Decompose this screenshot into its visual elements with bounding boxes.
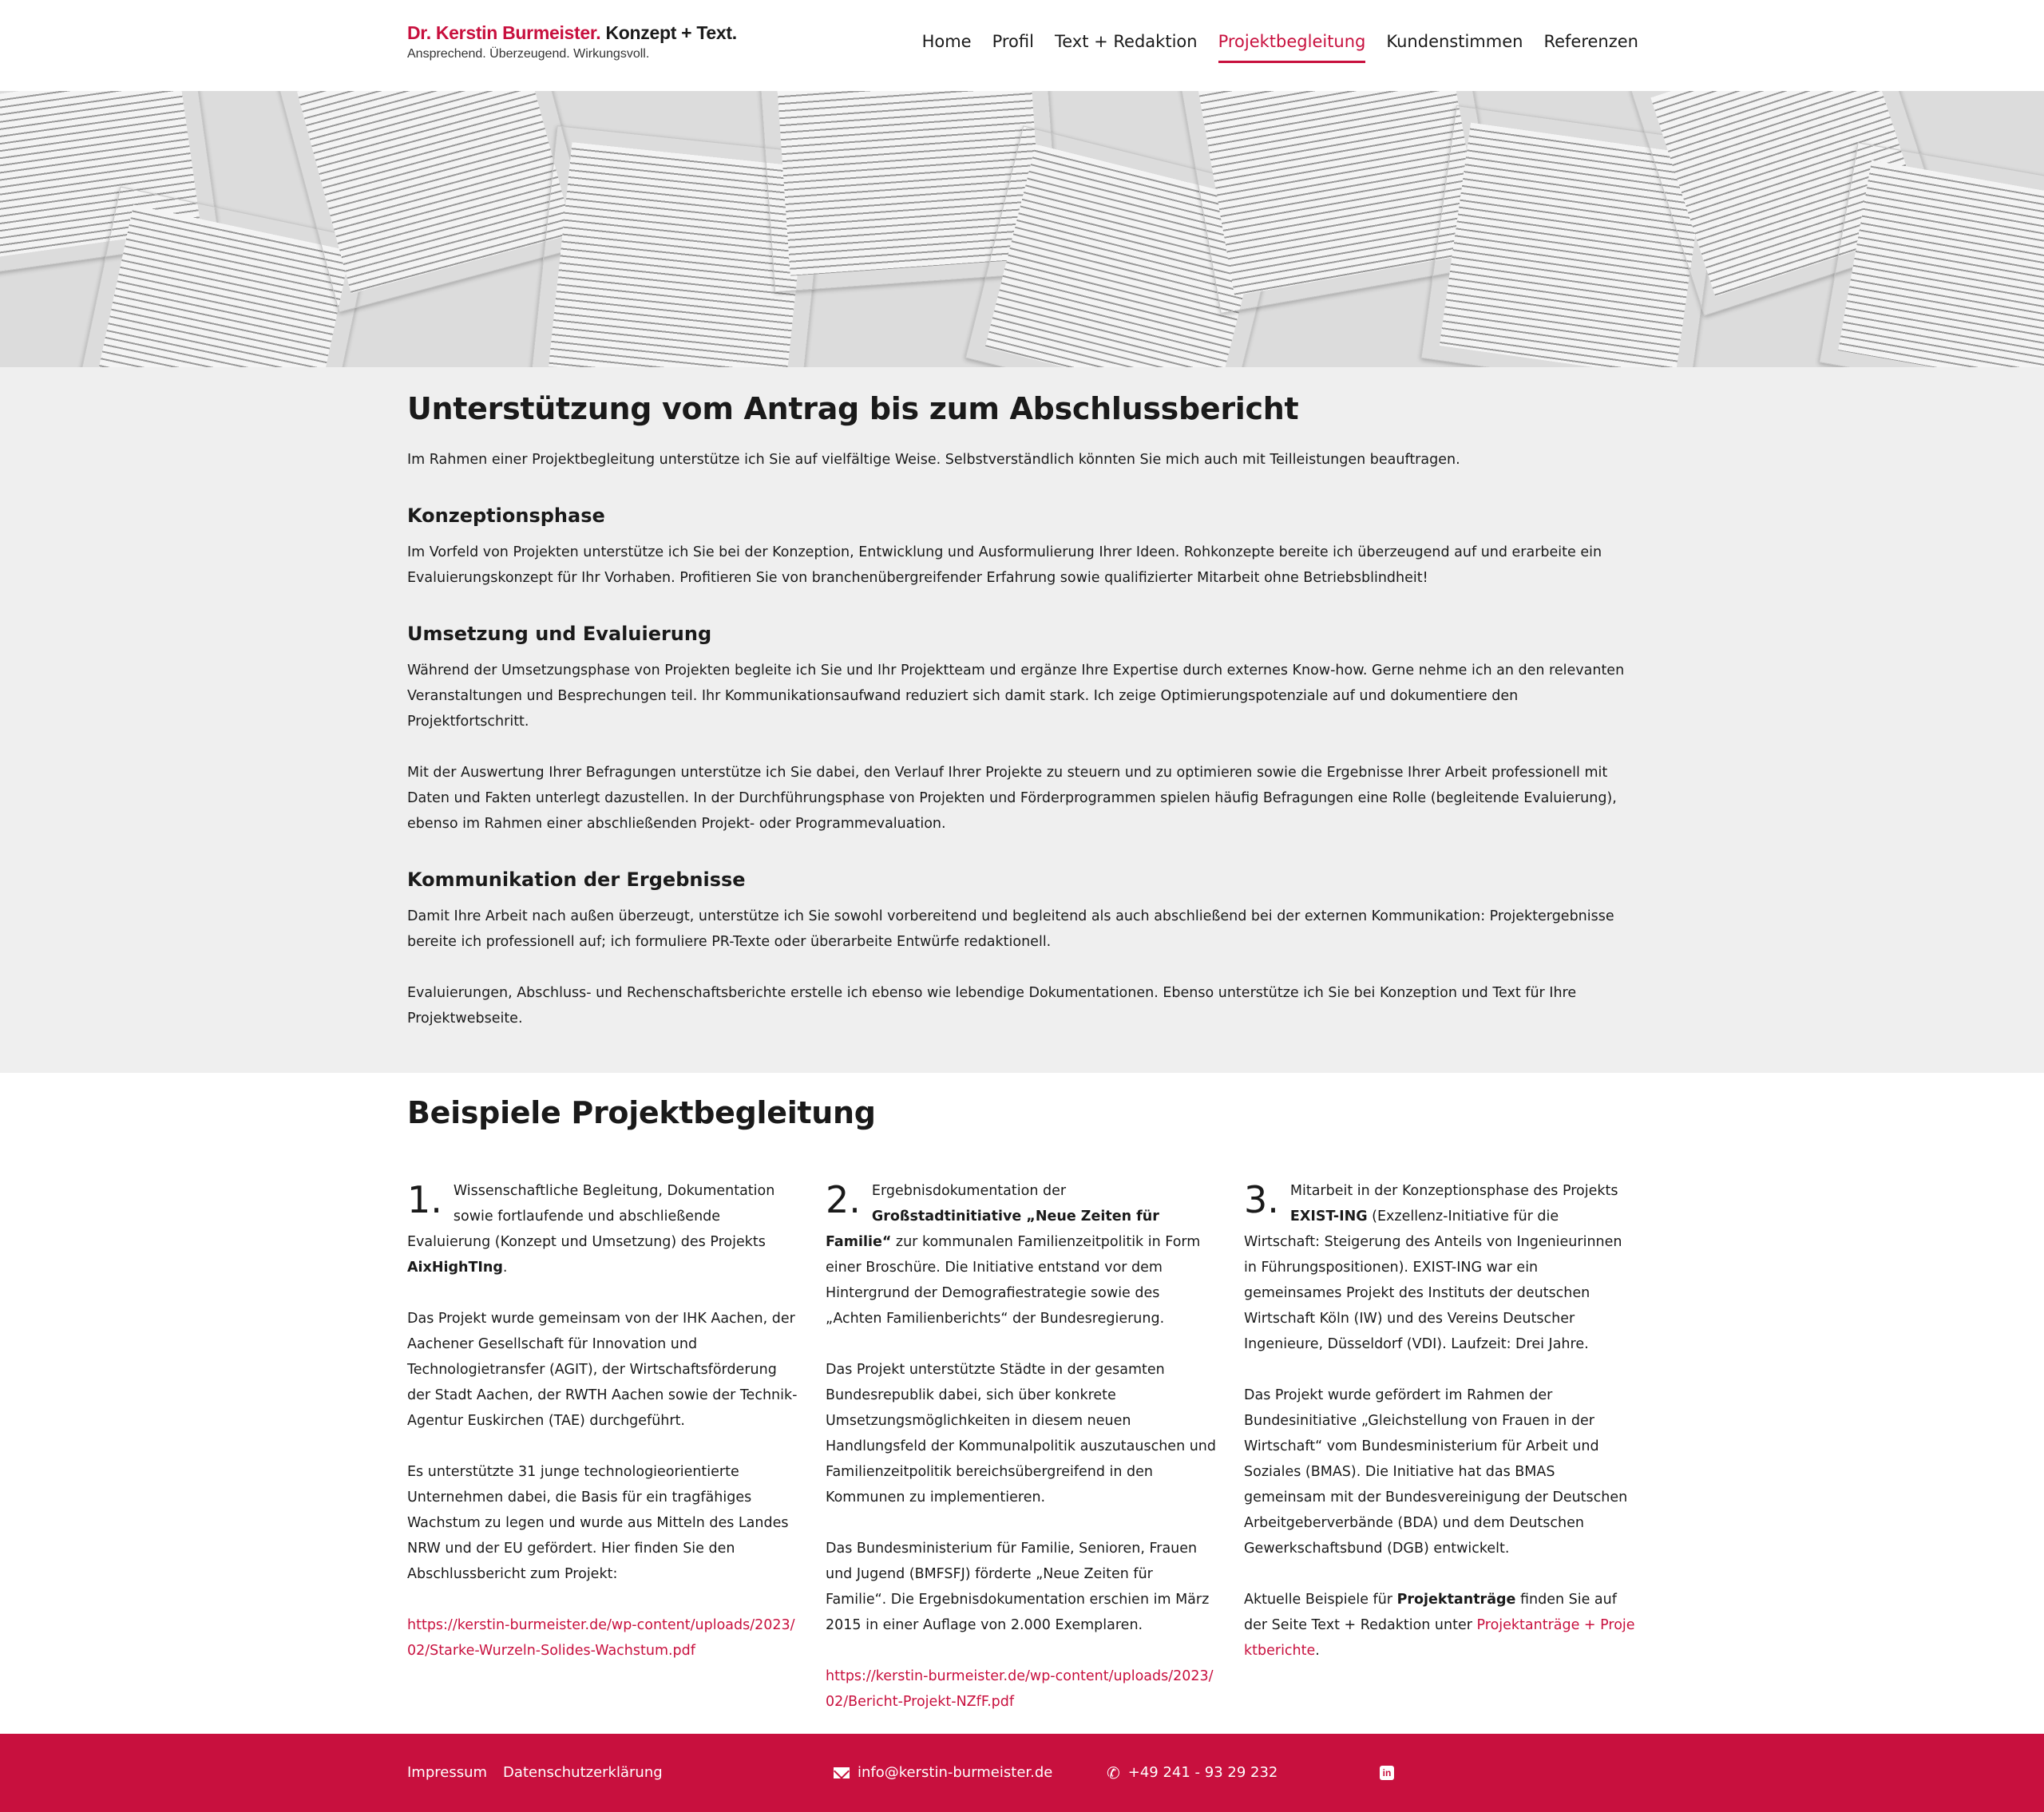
phone-link[interactable]: +49 241 - 93 29 232 (1127, 1764, 1278, 1781)
example-text: Wissenschaftliche Begleitung, Dokumentation sowie fortlaufende und abschließende Evaluierung (Konzept und Umsetzung) des Projekts (407, 1183, 775, 1250)
example-number: 1. (407, 1178, 442, 1221)
logo-name: Dr. Kerstin Burmeister. (407, 22, 601, 43)
nav-profil[interactable]: Profil (992, 32, 1034, 51)
example-text: Das Projekt unterstützte Städte in der gesamten Bundesrepublik dabei, sich über konkrete Umsetzungsmöglichkeiten in diesem neuen Handlungsfeld der Kommunalpolitik auszutauschen und Familienzeitpolitik bereichsübergreifend in den Kommunen zu implementieren. (826, 1362, 1217, 1505)
examples-section (407, 1095, 1637, 1130)
impressum-link[interactable]: Impressum (407, 1764, 488, 1781)
text-umsetzung-2: Mit der Auswertung Ihrer Befragungen unterstütze ich Sie dabei, den Verlauf Ihrer Projekte zu steuern und zu optimieren sowie die Ergebnisse Ihrer Arbeit professionell mit Daten und Fakten unterlegt dazustellen. In der Durchführungsphase von Projekten und Förderprogrammen spielen häufig Befragungen eine Rolle (begleitende Evaluierung), ebenso im Rahmen einer abschließenden Projekt- oder Programmevaluation. (407, 765, 1617, 832)
text-kommunikation-2: Evaluierungen, Abschluss- und Rechenschaftsberichte erstelle ich ebenso wie lebendige Dokumentationen. Ebenso unterstütze ich Sie bei Konzeption und Text für Ihre Projektwebseite. (407, 985, 1577, 1027)
example-project-name: EXIST-ING (1289, 1209, 1368, 1224)
site-footer (0, 1734, 2044, 1812)
heading-umsetzung: Umsetzung und Evaluierung (407, 623, 712, 645)
example-number: 3. (1244, 1178, 1279, 1221)
example-pdf-link[interactable]: https://kerstin-burmeister.de/wp-content/uploads/2023/02/Bericht-Projekt-NZfF.pdf (826, 1668, 1214, 1710)
example-text: Das Bundesministerium für Familie, Senioren, Frauen und Jugend (BMFSFJ) förderte „Neue Zeiten für Familie“. Die Ergebnisdokumentation erschien im März 2015 in einer Auflage von 2.000 Exemplaren. (826, 1541, 1210, 1633)
example-text: . (502, 1260, 508, 1276)
example-project-name: Großstadtinitiative „Neue Zeiten für Familie“ (826, 1209, 1159, 1250)
logo-rest: Konzept + Text. (600, 22, 737, 43)
datenschutz-link[interactable]: Datenschutzerklärung (503, 1764, 663, 1781)
linkedin-icon[interactable]: in (1380, 1766, 1394, 1780)
example-project-name: AixHighTIng (407, 1260, 503, 1276)
nav-home[interactable]: Home (921, 32, 972, 51)
example-text: Aktuelle Beispiele für (1244, 1592, 1397, 1608)
support-intro: Im Rahmen einer Projektbegleitung unterstütze ich Sie auf vielfältige Weise. Selbstverständlich könnten Sie mich auch mit Teilleistungen beauftragen. (407, 452, 1460, 468)
nav-projektbegleitung[interactable]: Projektbegleitung (1218, 32, 1366, 63)
logo-tagline: Ansprechend. Überzeugend. Wirkungsvoll. (407, 47, 650, 61)
nav-referenzen[interactable]: Referenzen (1543, 32, 1638, 51)
examples-title: Beispiele Projektbegleitung (407, 1095, 876, 1130)
example-text: finden Sie auf der Seite Text + Redaktion unter (1244, 1592, 1617, 1633)
nav-text-redaktion[interactable]: Text + Redaktion (1054, 32, 1198, 51)
support-section (0, 367, 2044, 1073)
text-konzeptionsphase: Im Vorfeld von Projekten unterstütze ich Sie bei der Konzeption, Entwicklung und Ausformulierung Ihrer Ideen. Rohkonzepte bereite ich überzeugend auf und erarbeite ein Evaluierungskonzept für Ihr Vorhaben. Profitieren Sie von branchenübergreifender Erfahrung sowie qualifizierter Mitarbeit ohne Betriebsblindheit! (407, 544, 1602, 586)
email-link[interactable]: info@kerstin-burmeister.de (858, 1764, 1053, 1781)
example-text: zur kommunalen Familienzeitpolitik in Form einer Broschüre. Die Initiative entstand vor dem Hintergrund der Demografiestrategie sowie des „Achten Familienberichts“ der Bundesregierung. (826, 1234, 1201, 1327)
support-title: Unterstützung vom Antrag bis zum Abschlussbericht (407, 391, 1299, 426)
phone-icon: ✆ (1107, 1763, 1120, 1782)
nav-kundenstimmen[interactable]: Kundenstimmen (1386, 32, 1523, 51)
example-text: (Exzellenz-Initiative für die Wirtschaft: Steigerung des Anteils von Ingenieurinnen in Führungspositionen). EXIST-ING war ein gemeinsames Projekt des Instituts der deutschen Wirtschaft Köln (IW) und des Vereins Deutscher Ingenieure, Düsseldorf (VDI). Laufzeit: Drei Jahre. (1244, 1209, 1622, 1352)
example-3 (1244, 1178, 1635, 1689)
site-logo[interactable] (407, 22, 737, 61)
example-text: Das Projekt wurde gefördert im Rahmen der Bundesinitiative „Gleichstellung von Frauen in der Wirtschaft“ vom Bundesministerium für Arbeit und Soziales (BMAS). Die Initiative hat das BMAS gemeinsam mit der Bundesvereinigung der Deutschen Arbeitgeberverbände (BDA) und dem Deutschen Gewerkschaftsbund (DGB) entwickelt. (1244, 1387, 1628, 1557)
example-1 (407, 1178, 798, 1689)
example-text: Das Projekt wurde gemeinsam von der IHK Aachen, der Aachener Gesellschaft für Innovation und Technologietransfer (AGIT), der Wirtschaftsförderung der Stadt Aachen, der RWTH Aachen sowie der Technik-Agentur Euskirchen (TAE) durchgeführt. (407, 1311, 798, 1429)
heading-kommunikation: Kommunikation der Ergebnisse (407, 868, 746, 891)
paper-sheet (1819, 142, 2044, 367)
example-bold-text: Projektanträge (1396, 1592, 1516, 1608)
mail-icon (834, 1767, 850, 1778)
example-text: Ergebnisdokumentation der (871, 1183, 1067, 1199)
text-umsetzung-1: Während der Umsetzungsphase von Projekten begleite ich Sie und Ihr Projektteam und ergänze Ihre Expertise durch externes Know-how. Gerne nehme ich an den relevanten Veranstaltungen und Besprechungen teil. Ihr Kommunikationsaufwand reduziert sich damit stark. Ich zeige Optimierungspotenziale auf und dokumentiere den Projektfortschritt. (407, 663, 1625, 730)
example-text: . (1315, 1643, 1320, 1659)
site-header (0, 0, 2044, 91)
example-2 (826, 1178, 1217, 1740)
example-number: 2. (826, 1178, 861, 1221)
example-text: Mitarbeit in der Konzeptionsphase des Projekts (1289, 1183, 1618, 1199)
text-kommunikation-1: Damit Ihre Arbeit nach außen überzeugt, unterstütze ich Sie sowohl vorbereitend und begleitend als auch abschließend bei der externen Kommunikation: Projektergebnisse bereite ich professionell auf; ich formuliere PR-Texte oder überarbeite Entwürfe redaktionell. (407, 908, 1614, 950)
heading-konzeptionsphase: Konzeptionsphase (407, 504, 605, 527)
example-text: Es unterstützte 31 junge technologieorientierte Unternehmen dabei, die Basis für ein tragfähiges Wachstum zu legen und wurde aus Mitteln des Landes NRW und der EU gefördert. Hier finden Sie den Abschlussbericht zum Projekt: (407, 1464, 789, 1582)
hero-image (0, 91, 2044, 367)
example-pdf-link[interactable]: https://kerstin-burmeister.de/wp-content/uploads/2023/02/Starke-Wurzeln-Solides-Wachstum.pdf (407, 1617, 795, 1659)
projektantraege-link[interactable]: Projektanträge + Projektberichte (1244, 1617, 1635, 1659)
main-nav (922, 32, 1638, 63)
